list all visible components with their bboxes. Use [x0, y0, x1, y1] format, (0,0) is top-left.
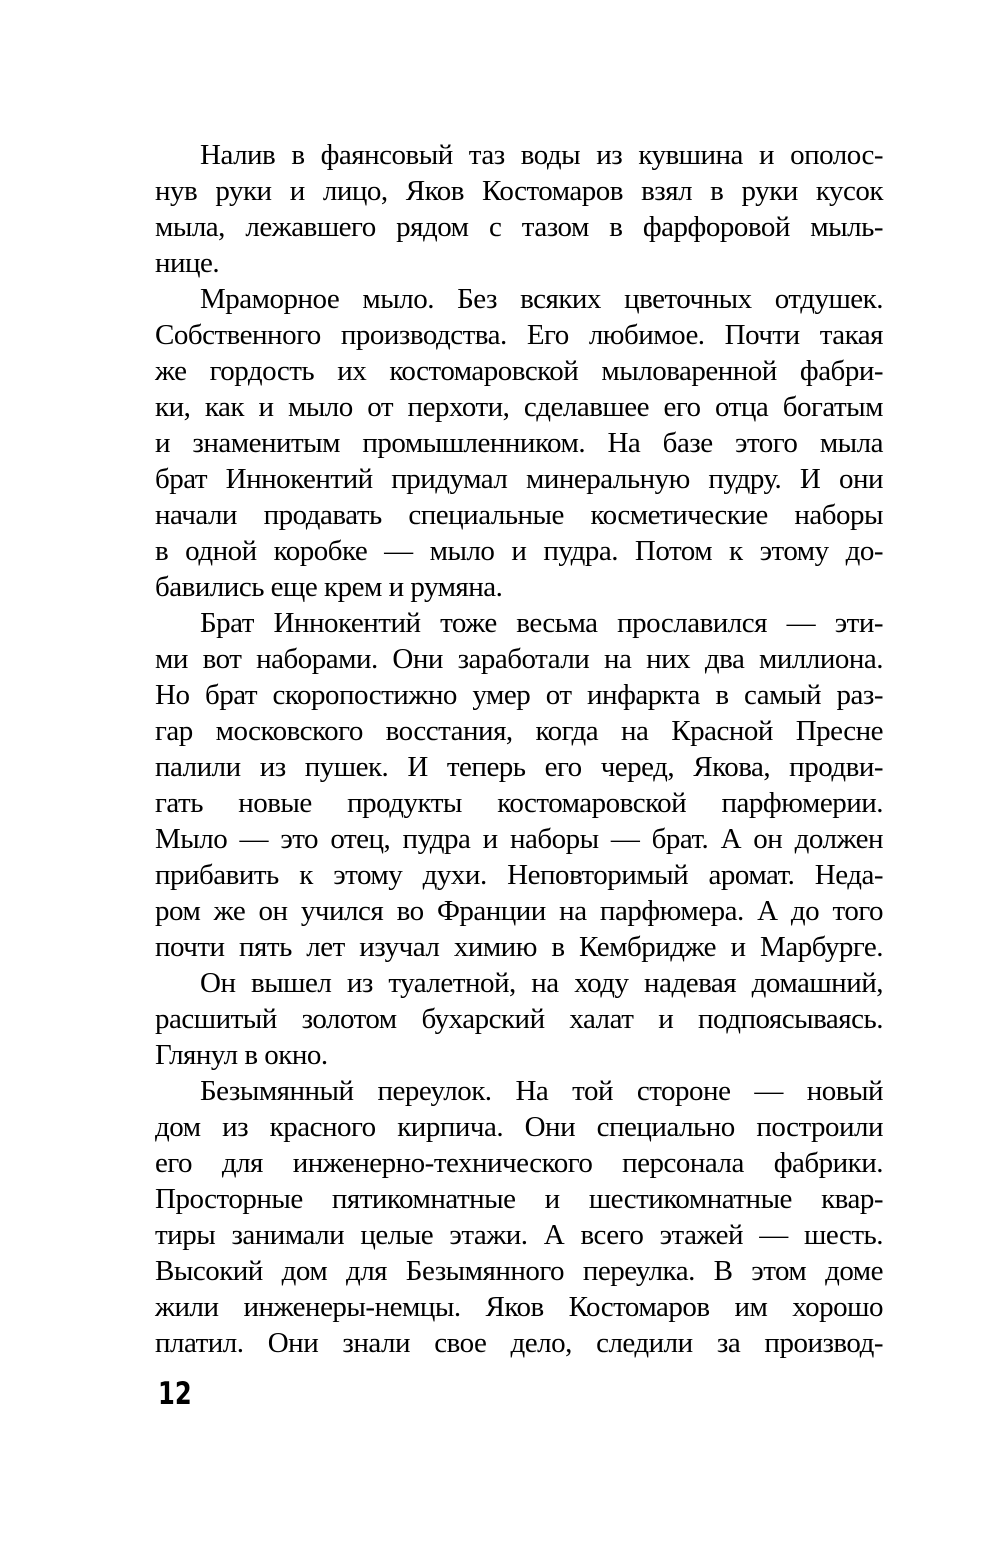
text-line: ми вот наборами. Они заработали на них два миллиона. — [155, 643, 883, 675]
text-line: Безымянный переулок. На той стороне — новый — [200, 1075, 883, 1107]
text-line: нице. — [155, 247, 220, 279]
text-line: гар московского восстания, когда на Красной Пресне — [155, 715, 883, 747]
text-line: начали продавать специальные косметические наборы — [155, 499, 883, 531]
text-line: в одной коробке — мыло и пудра. Потом к этому до- — [155, 535, 883, 567]
text-line: Брат Иннокентий тоже весьма прославился — эти- — [200, 607, 883, 639]
text-line: нув руки и лицо, Яков Костомаров взял в руки кусок — [155, 175, 883, 207]
text-line: Мраморное мыло. Без всяких цветочных отдушек. — [200, 283, 883, 315]
text-line: мыла, лежавшего рядом с тазом в фарфоровой мыль- — [155, 211, 883, 243]
text-line: прибавить к этому духи. Неповторимый аромат. Неда- — [155, 859, 883, 891]
page-number: 12 — [158, 1376, 192, 1412]
text-line: Собственного производства. Его любимое. Почти такая — [155, 319, 883, 351]
text-line: его для инженерно-технического персонала фабрики. — [155, 1147, 883, 1179]
text-line: платил. Они знали свое дело, следили за производ- — [155, 1327, 883, 1359]
text-line: тиры занимали целые этажи. А всего этажей — шесть. — [155, 1219, 883, 1251]
text-line: же гордость их костомаровской мыловаренной фабри- — [155, 355, 883, 387]
text-line: брат Иннокентий придумал минеральную пудру. И они — [155, 463, 883, 495]
text-line: ром же он учился во Франции на парфюмера. А до того — [155, 895, 883, 927]
text-line: ки, как и мыло от перхоти, сделавшее его отца богатым — [155, 391, 883, 423]
text-line: гать новые продукты костомаровской парфюмерии. — [155, 787, 883, 819]
text-line: Просторные пятикомнатные и шестикомнатные квар- — [155, 1183, 883, 1215]
body-text — [155, 137, 883, 1361]
text-line: Мыло — это отец, пудра и наборы — брат. А он должен — [155, 823, 883, 855]
text-line: Но брат скоропостижно умер от инфаркта в самый раз- — [155, 679, 883, 711]
text-line: Глянул в окно. — [155, 1039, 328, 1071]
text-line: Он вышел из туалетной, на ходу надевая домашний, — [200, 967, 883, 999]
text-line: Высокий дом для Безымянного переулка. В этом доме — [155, 1255, 883, 1287]
text-line: бавились еще крем и румяна. — [155, 571, 503, 603]
text-line: почти пять лет изучал химию в Кембридже и Марбурге. — [155, 931, 883, 963]
text-line: дом из красного кирпича. Они специально построили — [155, 1111, 883, 1143]
text-line: расшитый золотом бухарский халат и подпоясываясь. — [155, 1003, 883, 1035]
text-line: Налив в фаянсовый таз воды из кувшина и ополос- — [200, 139, 883, 171]
text-line: и знаменитым промышленником. На базе этого мыла — [155, 427, 883, 459]
text-line: жили инженеры-немцы. Яков Костомаров им хорошо — [155, 1291, 883, 1323]
text-line: палили из пушек. И теперь его черед, Якова, продви- — [155, 751, 883, 783]
